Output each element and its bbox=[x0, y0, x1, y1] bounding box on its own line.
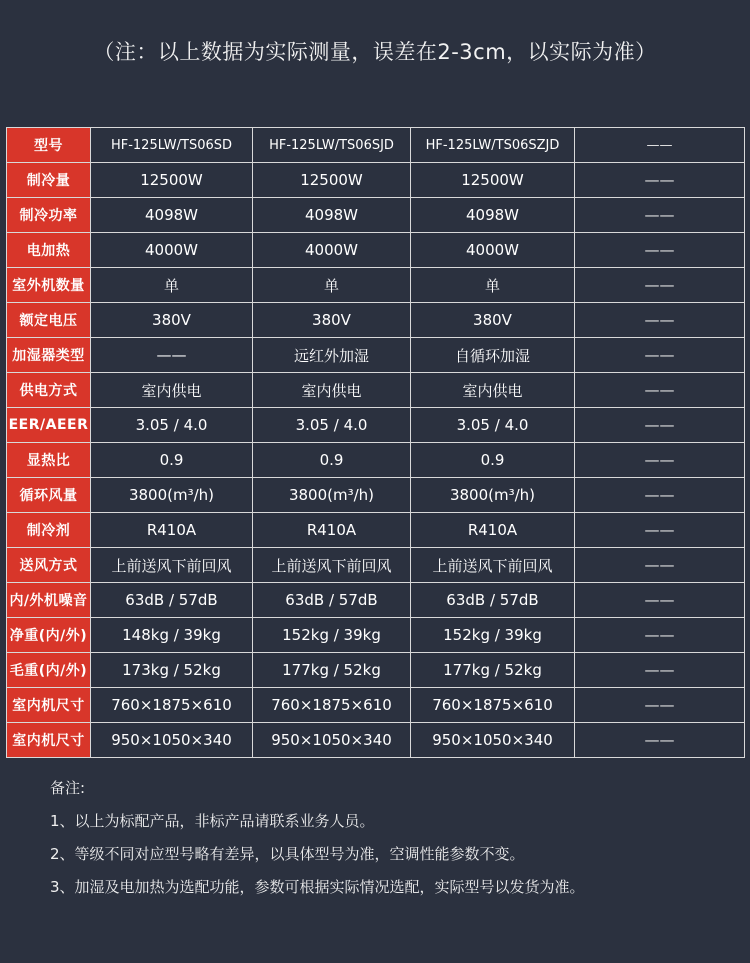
table-row bbox=[7, 688, 745, 723]
table-cell: 173kg / 52kg bbox=[91, 653, 253, 688]
table-cell: 152kg / 39kg bbox=[411, 618, 575, 653]
table-cell: 12500W bbox=[411, 163, 575, 198]
table-cell: 760×1875×610 bbox=[91, 688, 253, 723]
table-cell: 4000W bbox=[91, 233, 253, 268]
table-cell: 4098W bbox=[411, 198, 575, 233]
row-label: 型号 bbox=[7, 128, 91, 163]
table-cell: —— bbox=[575, 268, 745, 303]
table-cell: 3.05 / 4.0 bbox=[411, 408, 575, 443]
table-cell: —— bbox=[575, 548, 745, 583]
table-cell: 单 bbox=[411, 268, 575, 303]
row-label: 电加热 bbox=[7, 233, 91, 268]
table-cell: 3.05 / 4.0 bbox=[253, 408, 411, 443]
table-cell: 上前送风下前回风 bbox=[91, 548, 253, 583]
table-cell: —— bbox=[575, 233, 745, 268]
table-cell: HF-125LW/TS06SD bbox=[91, 128, 253, 163]
table-cell: 380V bbox=[411, 303, 575, 338]
table-row bbox=[7, 513, 745, 548]
table-row bbox=[7, 478, 745, 513]
row-label: 室内机尺寸 bbox=[7, 723, 91, 758]
table-row bbox=[7, 723, 745, 758]
table-cell: —— bbox=[575, 163, 745, 198]
table-row bbox=[7, 338, 745, 373]
table-cell: 63dB / 57dB bbox=[253, 583, 411, 618]
table-cell: 63dB / 57dB bbox=[91, 583, 253, 618]
table-cell: 12500W bbox=[253, 163, 411, 198]
table-cell: 760×1875×610 bbox=[411, 688, 575, 723]
table-cell: 0.9 bbox=[253, 443, 411, 478]
table-cell: 3.05 / 4.0 bbox=[91, 408, 253, 443]
table-row bbox=[7, 548, 745, 583]
table-cell: 远红外加湿 bbox=[253, 338, 411, 373]
table-row bbox=[7, 373, 745, 408]
table-cell: 单 bbox=[91, 268, 253, 303]
table-cell: 148kg / 39kg bbox=[91, 618, 253, 653]
table-cell: 4098W bbox=[91, 198, 253, 233]
table-cell: —— bbox=[575, 723, 745, 758]
table-cell: —— bbox=[575, 688, 745, 723]
table-row bbox=[7, 443, 745, 478]
table-cell: 4000W bbox=[253, 233, 411, 268]
row-label: 额定电压 bbox=[7, 303, 91, 338]
row-label: 送风方式 bbox=[7, 548, 91, 583]
table-cell: —— bbox=[91, 338, 253, 373]
row-label: 内/外机噪音 bbox=[7, 583, 91, 618]
row-label: EER/AEER bbox=[7, 408, 91, 443]
table-cell: —— bbox=[575, 408, 745, 443]
row-label: 循环风量 bbox=[7, 478, 91, 513]
table-cell: R410A bbox=[91, 513, 253, 548]
table-cell: 3800(m³/h) bbox=[253, 478, 411, 513]
row-label: 室内机尺寸 bbox=[7, 688, 91, 723]
table-cell: 380V bbox=[253, 303, 411, 338]
table-cell: 室内供电 bbox=[91, 373, 253, 408]
notes-section bbox=[50, 778, 730, 910]
notes-title: 备注: bbox=[50, 779, 86, 797]
row-label: 加湿器类型 bbox=[7, 338, 91, 373]
table-cell: 单 bbox=[253, 268, 411, 303]
note-item-2: 2、等级不同对应型号略有差异，以具体型号为准，空调性能参数不变。 bbox=[50, 845, 525, 863]
table-cell: 上前送风下前回风 bbox=[411, 548, 575, 583]
table-cell: 63dB / 57dB bbox=[411, 583, 575, 618]
row-label: 制冷功率 bbox=[7, 198, 91, 233]
table-cell: 950×1050×340 bbox=[91, 723, 253, 758]
table-cell: 4098W bbox=[253, 198, 411, 233]
table-row bbox=[7, 408, 745, 443]
table-cell: 177kg / 52kg bbox=[253, 653, 411, 688]
table-cell: 950×1050×340 bbox=[253, 723, 411, 758]
table-cell: 室内供电 bbox=[253, 373, 411, 408]
table-cell: —— bbox=[575, 583, 745, 618]
table-cell: 0.9 bbox=[91, 443, 253, 478]
row-label: 制冷剂 bbox=[7, 513, 91, 548]
table-cell: 950×1050×340 bbox=[411, 723, 575, 758]
table-cell: HF-125LW/TS06SZJD bbox=[411, 128, 575, 163]
table-cell: —— bbox=[575, 653, 745, 688]
table-cell: —— bbox=[575, 128, 745, 163]
row-label: 制冷量 bbox=[7, 163, 91, 198]
table-row bbox=[7, 198, 745, 233]
row-label: 净重(内/外) bbox=[7, 618, 91, 653]
table-cell: 177kg / 52kg bbox=[411, 653, 575, 688]
note-item-3: 3、加湿及电加热为选配功能，参数可根据实际情况选配，实际型号以发货为准。 bbox=[50, 878, 585, 896]
header-note: （注：以上数据为实际测量，误差在2-3cm，以实际为准） bbox=[93, 40, 657, 64]
table-cell: —— bbox=[575, 338, 745, 373]
table-cell: 152kg / 39kg bbox=[253, 618, 411, 653]
table-row bbox=[7, 653, 745, 688]
table-cell: 自循环加湿 bbox=[411, 338, 575, 373]
spec-table-body bbox=[7, 128, 745, 758]
table-cell: —— bbox=[575, 198, 745, 233]
table-row bbox=[7, 303, 745, 338]
table-cell: HF-125LW/TS06SJD bbox=[253, 128, 411, 163]
table-cell: 12500W bbox=[91, 163, 253, 198]
table-cell: —— bbox=[575, 478, 745, 513]
table-cell: —— bbox=[575, 618, 745, 653]
table-cell: 上前送风下前回风 bbox=[253, 548, 411, 583]
note-item-1: 1、以上为标配产品，非标产品请联系业务人员。 bbox=[50, 812, 375, 830]
table-row bbox=[7, 618, 745, 653]
row-label: 毛重(内/外) bbox=[7, 653, 91, 688]
table-cell: R410A bbox=[411, 513, 575, 548]
table-cell: 0.9 bbox=[411, 443, 575, 478]
row-label: 供电方式 bbox=[7, 373, 91, 408]
table-cell: 760×1875×610 bbox=[253, 688, 411, 723]
table-cell: —— bbox=[575, 513, 745, 548]
row-label: 室外机数量 bbox=[7, 268, 91, 303]
table-row bbox=[7, 268, 745, 303]
table-cell: —— bbox=[575, 443, 745, 478]
table-row bbox=[7, 163, 745, 198]
table-cell: —— bbox=[575, 373, 745, 408]
table-cell: 380V bbox=[91, 303, 253, 338]
table-cell: —— bbox=[575, 303, 745, 338]
table-cell: 4000W bbox=[411, 233, 575, 268]
table-cell: 3800(m³/h) bbox=[411, 478, 575, 513]
table-row bbox=[7, 128, 745, 163]
table-row bbox=[7, 583, 745, 618]
table-cell: 3800(m³/h) bbox=[91, 478, 253, 513]
table-row bbox=[7, 233, 745, 268]
table-cell: 室内供电 bbox=[411, 373, 575, 408]
spec-table bbox=[6, 127, 745, 758]
table-cell: R410A bbox=[253, 513, 411, 548]
row-label: 显热比 bbox=[7, 443, 91, 478]
